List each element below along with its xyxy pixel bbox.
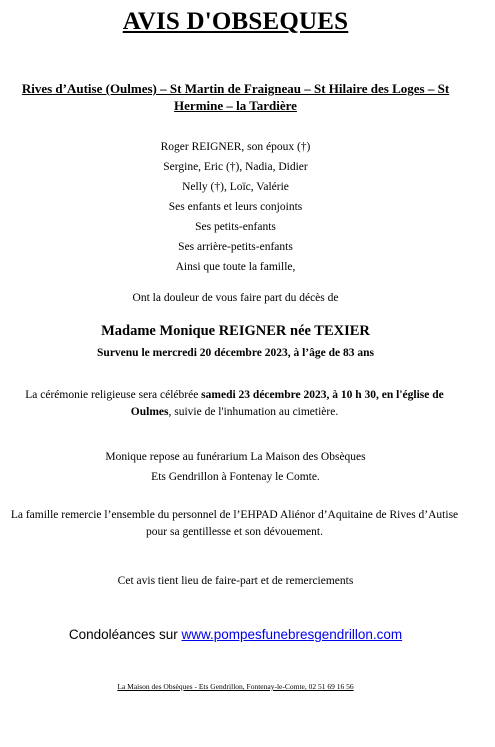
family-line: Sergine, Eric (†), Nadia, Didier [163, 161, 308, 173]
condolences-link[interactable]: www.pompesfunebresgendrillon.com [181, 627, 403, 642]
funeral-home-line: Ets Gendrillon à Fontenay le Comte. [151, 471, 320, 483]
family-line: Ses arrière-petits-enfants [178, 241, 293, 253]
ceremony-paragraph [4, 387, 465, 421]
family-list [0, 137, 471, 277]
footer-text: La Maison des Obsèques - Ets Gendrillon, Fontenay-le-Comte, 02 51 69 16 56 [117, 682, 354, 691]
family-line: Ses petits-enfants [195, 221, 276, 233]
announcement-text: Ont la douleur de vous faire part du décès de [132, 292, 339, 304]
funeral-home-info [0, 447, 471, 487]
family-line: Roger REIGNER, son époux (†) [160, 141, 311, 153]
family-line: Ainsi que toute la famille, [175, 261, 296, 273]
death-date: Survenu le mercredi 20 décembre 2023, à l’âge de 83 ans [97, 347, 374, 359]
ceremony-end: , suivie de l'inhumation au cimetière. [168, 406, 339, 418]
condolences-line [0, 627, 471, 642]
ceremony-when: samedi 23 décembre 2023, à 10 h 30 [201, 389, 377, 401]
ceremony-where: Oulmes [130, 406, 169, 418]
funeral-home-line: Monique repose au funérarium La Maison des Obsèques [105, 451, 366, 463]
places-header: Rives d’Autise (Oulmes) – St Martin de Fraigneau – St Hilaire des Loges – St Hermine – la Tardière [21, 81, 450, 113]
ceremony-intro: La cérémonie religieuse sera célébrée [25, 389, 202, 401]
condolences-label: Condoléances sur [68, 627, 182, 642]
deceased-name: Madame Monique REIGNER née TEXIER [101, 323, 370, 339]
family-line: Nelly (†), Loïc, Valérie [182, 181, 289, 193]
thanks-paragraph: La famille remercie l’ensemble du personnel de l’EHPAD Aliénor d’Aquitaine de Rives d’Autise pour sa gentillesse et son dévouement. [10, 509, 459, 538]
page-title: AVIS D'OBSEQUES [122, 8, 349, 35]
ceremony-mid: , en l'église de [376, 389, 444, 401]
family-line: Ses enfants et leurs conjoints [168, 201, 303, 213]
notice-text: Cet avis tient lieu de faire-part et de remerciements [117, 575, 354, 587]
